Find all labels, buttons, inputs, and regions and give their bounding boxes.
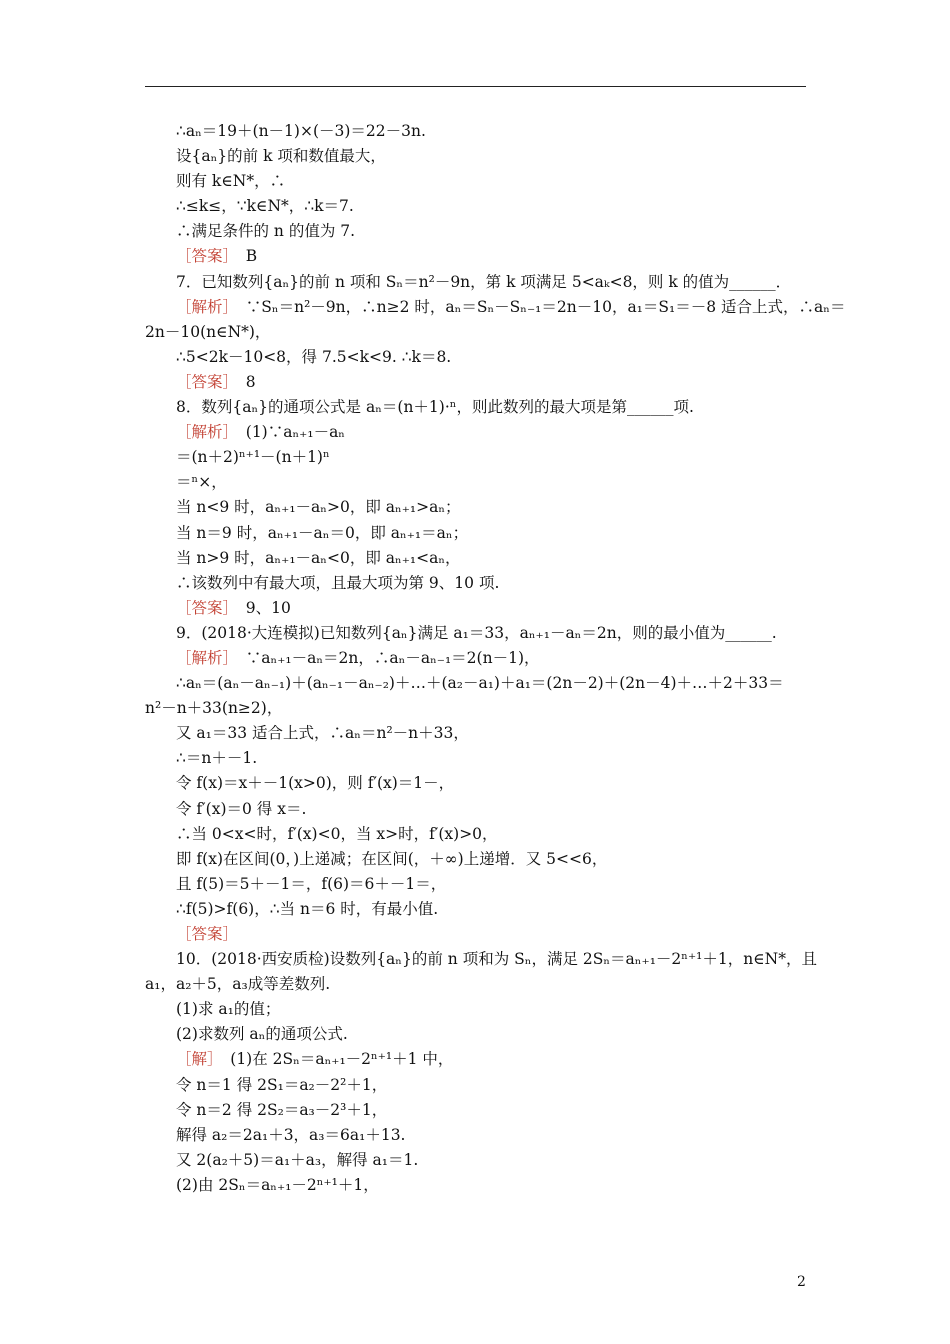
text-line: 令 n＝1 得 2S₁＝a₂－2²＋1， <box>176 1075 388 1094</box>
header-rule <box>145 86 806 87</box>
text-line: ∴aₙ＝(aₙ－aₙ₋₁)＋(aₙ₋₁－aₙ₋₂)＋…＋(a₂－a₁)＋a₁＝(2n－2)＋(2n－4)＋…＋2＋33＝ <box>176 674 784 693</box>
text-line: ∴满足条件的 n 的值为 7. <box>176 222 356 241</box>
text-line: ∴5<2k－10<8，得 7.5<k<9. ∴k＝8. <box>176 347 452 366</box>
section-label: ［答案］ <box>176 247 231 266</box>
text-line: 设{aₙ}的前 k 项和数值最大， <box>176 147 386 166</box>
analysis-line: ［解析］ ∵Sₙ＝n²－9n，∴n≥2 时，aₙ＝Sₙ－Sₙ₋₁＝2n－10，a₁＝S₁＝－8 适合上式，∴aₙ＝ <box>176 297 846 316</box>
text-line: 又 a₁＝33 适合上式，∴aₙ＝n²－n＋33， <box>176 724 469 743</box>
text-line: ［解］ (1)在 2Sₙ＝aₙ₊₁－2ⁿ⁺¹＋1 中， <box>176 1050 454 1069</box>
text-line: (2)由 2Sₙ＝aₙ₊₁－2ⁿ⁺¹＋1， <box>176 1175 379 1194</box>
text-line: 当 n＝9 时，aₙ₊₁－aₙ＝0，即 aₙ₊₁＝aₙ； <box>176 523 469 542</box>
text-line: 即 f(x)在区间(0，)上递减；在区间(，＋∞)上递增．又 5<<6， <box>176 849 608 868</box>
text-line: ＝ⁿ×， <box>176 473 227 492</box>
section-label: ［答案］ <box>176 598 231 617</box>
section-label: ［答案］ <box>176 372 231 391</box>
section-label: ［解析］ <box>176 297 231 316</box>
document-body <box>145 119 846 1198</box>
answer-line: ［答案］ 8 <box>176 372 256 391</box>
text-line: a₁，a₂＋5，a₃成等差数列. <box>145 975 331 994</box>
analysis-line: ［解析］ ∵aₙ₊₁－aₙ＝2n，∴aₙ－aₙ₋₁＝2(n－1)， <box>176 648 540 667</box>
text-line: 当 n>9 时，aₙ₊₁－aₙ<0，即 aₙ₊₁<aₙ， <box>176 548 461 567</box>
text-line: ＝(n＋2)ⁿ⁺¹－(n＋1)ⁿ <box>176 448 330 467</box>
analysis-line: ［解析］ (1)∵aₙ₊₁－aₙ <box>176 423 346 442</box>
text-line: ∴f(5)>f(6)，∴当 n＝6 时，有最小值. <box>176 899 439 918</box>
text-line: 当 n<9 时，aₙ₊₁－aₙ>0，即 aₙ₊₁>aₙ； <box>176 498 461 517</box>
text-line: 解得 a₂＝2a₁＋3，a₃＝6a₁＋13. <box>176 1125 406 1144</box>
text-line: ∴该数列中有最大项，且最大项为第 9、10 项. <box>176 573 500 592</box>
text-line: ∴≤k≤，∵k∈N*，∴k＝7. <box>176 197 354 216</box>
text-line: (2)求数列 aₙ的通项公式. <box>176 1025 348 1044</box>
page-number: 2 <box>797 1274 806 1290</box>
text-line: (1)求 a₁的值； <box>176 1000 281 1019</box>
section-label: ［解析］ <box>176 648 231 667</box>
text-line: ∴＝n＋－1. <box>176 749 258 768</box>
section-label: ［答案］ <box>176 925 239 943</box>
text-line: 且 f(5)＝5＋－1＝，f(6)＝6＋－1＝， <box>176 874 447 893</box>
text-line: n²－n＋33(n≥2)， <box>145 699 283 718</box>
text-line: 令 f′(x)＝0 得 x＝. <box>176 799 307 818</box>
text-line: 则有 k∈N*，∴ <box>176 172 286 191</box>
text-line: 令 f(x)＝x＋－1(x>0)，则 f′(x)＝1－， <box>176 774 455 793</box>
answer-line <box>145 922 807 947</box>
section-label: ［解析］ <box>176 423 231 442</box>
text-line: ∴当 0<x<时，f′(x)<0，当 x>时，f′(x)>0， <box>176 824 498 843</box>
text-line: 7．已知数列{aₙ}的前 n 项和 Sₙ＝n²－9n，第 k 项满足 5<aₖ<8，则 k 的值为______． <box>176 272 792 291</box>
text-line: 令 n＝2 得 2S₂＝a₃－2³＋1， <box>176 1100 388 1119</box>
text-line: 9．(2018·大连模拟)已知数列{aₙ}满足 a₁＝33，aₙ₊₁－aₙ＝2n，则的最小值为______. <box>176 623 777 642</box>
answer-line: ［答案］ 9、10 <box>176 598 291 617</box>
section-label: ［解］ <box>176 1050 215 1069</box>
text-line: 8．数列{aₙ}的通项公式是 aₙ＝(n＋1)·ⁿ，则此数列的最大项是第______项. <box>176 398 694 417</box>
text-line: 2n－10(n∈N*)， <box>145 322 271 341</box>
text-line: 又 2(a₂＋5)＝a₁＋a₃，解得 a₁＝1. <box>176 1150 419 1169</box>
answer-line: ［答案］ B <box>176 247 258 266</box>
text-line: 10．(2018·西安质检)设数列{aₙ}的前 n 项和为 Sₙ，满足 2Sₙ＝aₙ₊₁－2ⁿ⁺¹＋1，n∈N*，且 <box>176 950 817 969</box>
text-line: ∴aₙ＝19＋(n－1)×(－3)＝22－3n. <box>176 122 426 140</box>
